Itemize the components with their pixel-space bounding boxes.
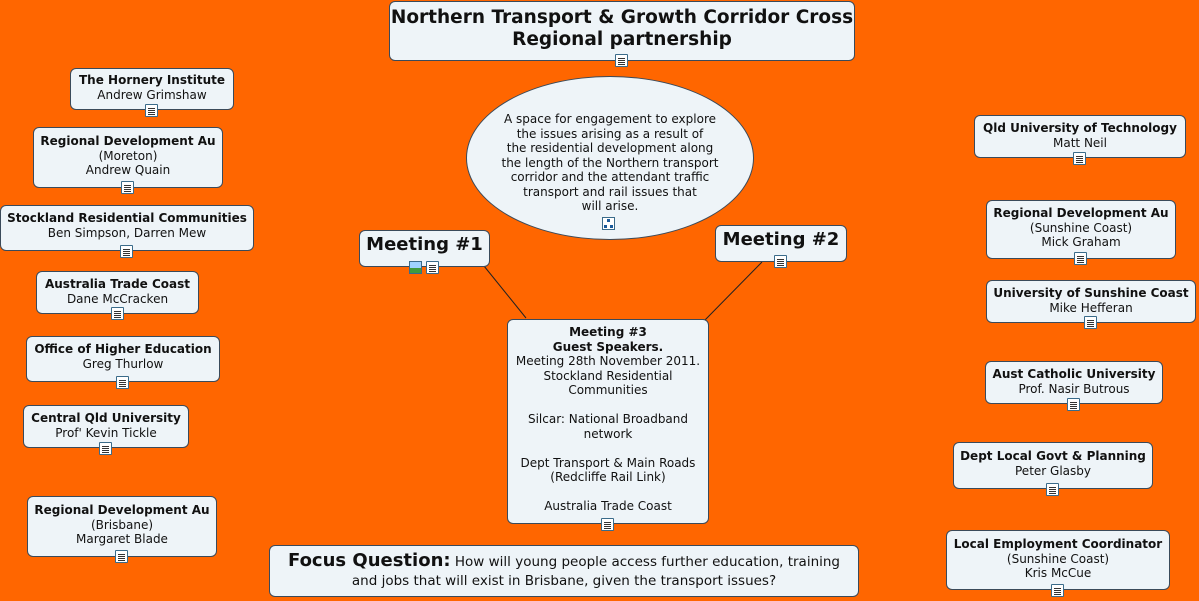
note-icon[interactable] <box>426 261 439 274</box>
note-icon[interactable] <box>116 376 129 389</box>
node-region: (Moreton) <box>98 148 158 163</box>
center-line: the issues arising as a result of <box>516 126 704 141</box>
node-contact: Matt Neil <box>1053 135 1107 150</box>
meeting2-label: Meeting #2 <box>722 229 840 250</box>
node-contact: Mick Graham <box>1041 235 1121 249</box>
map-icon[interactable] <box>602 217 615 230</box>
node-contact: Andrew Quain <box>85 163 171 177</box>
center-line: transport and rail issues that <box>523 184 697 199</box>
node-name: University of Sunshine Coast <box>993 286 1189 300</box>
meeting3-line <box>508 485 708 500</box>
meeting3-line: Australia Trade Coast <box>544 499 672 513</box>
note-icon[interactable] <box>601 518 614 531</box>
note-icon[interactable] <box>774 255 787 268</box>
meeting3-line: Dept Transport & Main Roads <box>520 455 696 470</box>
node-region: (Sunshine Coast) <box>1029 220 1133 235</box>
node-region: (Brisbane) <box>90 517 154 532</box>
meeting3-line: Meeting 28th November 2011. <box>515 354 701 368</box>
meeting3-subtitle: Guest Speakers. <box>552 339 664 354</box>
meeting3-line: Silcar: National Broadband <box>527 412 689 426</box>
meeting3-line: Stockland Residential <box>543 368 673 383</box>
note-icon[interactable] <box>99 442 112 455</box>
node-name: Regional Development Au <box>993 206 1169 220</box>
node-contact: Mike Hefferan <box>1049 300 1133 315</box>
node-name: Local Employment Coordinator <box>953 537 1163 551</box>
node-name: Aust Catholic University <box>992 367 1156 381</box>
node-contact: Ben Simpson, Darren Mew <box>47 225 207 240</box>
image-icon[interactable] <box>409 261 422 274</box>
note-icon[interactable] <box>145 104 158 117</box>
node-name: The Hornery Institute <box>78 73 225 87</box>
note-icon[interactable] <box>1046 483 1059 496</box>
title-node[interactable] <box>389 1 855 61</box>
center-line: the length of the Northern transport <box>501 155 719 170</box>
node-contact: Margaret Blade <box>76 532 168 546</box>
note-icon[interactable] <box>615 54 628 67</box>
node-local-employment-coordinator[interactable] <box>946 530 1170 590</box>
node-regional-dev-brisbane[interactable] <box>27 496 217 557</box>
meeting3-line: (Redcliffe Rail Link) <box>550 470 666 484</box>
note-icon[interactable] <box>1051 584 1064 597</box>
center-description-bubble[interactable] <box>466 76 754 240</box>
center-line: A space for engagement to explore <box>504 112 716 126</box>
node-contact: Dane McCracken <box>66 291 169 306</box>
focus-line1 <box>270 551 858 572</box>
center-line: the residential development along <box>506 141 714 155</box>
note-icon[interactable] <box>1073 152 1086 165</box>
node-contact: Greg Thurlow <box>82 356 164 371</box>
node-region: (Sunshine Coast) <box>1006 551 1110 566</box>
note-icon[interactable] <box>1084 316 1097 329</box>
node-name: Central Qld University <box>31 411 181 425</box>
node-dept-local-govt-planning[interactable] <box>953 442 1153 489</box>
node-regional-dev-sunshine-coast[interactable] <box>986 200 1176 259</box>
note-icon[interactable] <box>115 550 128 563</box>
connector-meeting2-meeting3 <box>705 262 762 320</box>
meeting3-line: Communities <box>568 383 648 397</box>
meeting3-line <box>508 441 708 456</box>
node-name: Regional Development Au <box>40 134 216 148</box>
node-contact: Prof' Kevin Tickle <box>55 425 157 440</box>
meeting3-title: Meeting #3 <box>569 325 647 339</box>
note-icon[interactable] <box>111 307 124 320</box>
node-name: Dept Local Govt & Planning <box>960 449 1146 463</box>
meeting1-label: Meeting #1 <box>366 234 483 255</box>
center-line: will arise. <box>581 199 639 213</box>
note-icon[interactable] <box>1067 398 1080 411</box>
focus-question-node[interactable] <box>269 545 859 597</box>
node-name: Regional Development Au <box>34 503 210 517</box>
note-icon[interactable] <box>121 181 134 194</box>
focus-label: Focus Question: <box>288 550 451 571</box>
note-icon[interactable] <box>120 245 133 258</box>
node-name: Stockland Residential Communities <box>7 211 247 225</box>
title-line1: Northern Transport & Growth Corridor Cross <box>390 7 854 28</box>
meeting3-line: network <box>583 426 633 441</box>
node-name: Qld University of Technology <box>983 121 1177 135</box>
focus-text1: How will young people access further education, training <box>454 554 840 570</box>
node-name: Australia Trade Coast <box>44 277 191 291</box>
node-contact: Kris McCue <box>1024 566 1092 580</box>
meeting3-line <box>508 398 708 413</box>
note-icon[interactable] <box>1074 252 1087 265</box>
node-regional-dev-moreton[interactable] <box>33 127 223 188</box>
meeting3-node[interactable] <box>507 319 709 524</box>
node-contact: Peter Glasby <box>1015 463 1091 478</box>
node-contact: Prof. Nasir Butrous <box>1018 381 1130 396</box>
node-contact: Andrew Grimshaw <box>97 87 207 102</box>
meeting1-node[interactable] <box>359 230 490 267</box>
connector-meeting1-meeting3 <box>484 266 526 318</box>
focus-text2: and jobs that will exist in Brisbane, given the transport issues? <box>351 573 777 589</box>
center-line: corridor and the attendant traffic <box>510 170 710 184</box>
node-name: Office of Higher Education <box>34 342 212 356</box>
title-line2: Regional partnership <box>512 29 732 50</box>
